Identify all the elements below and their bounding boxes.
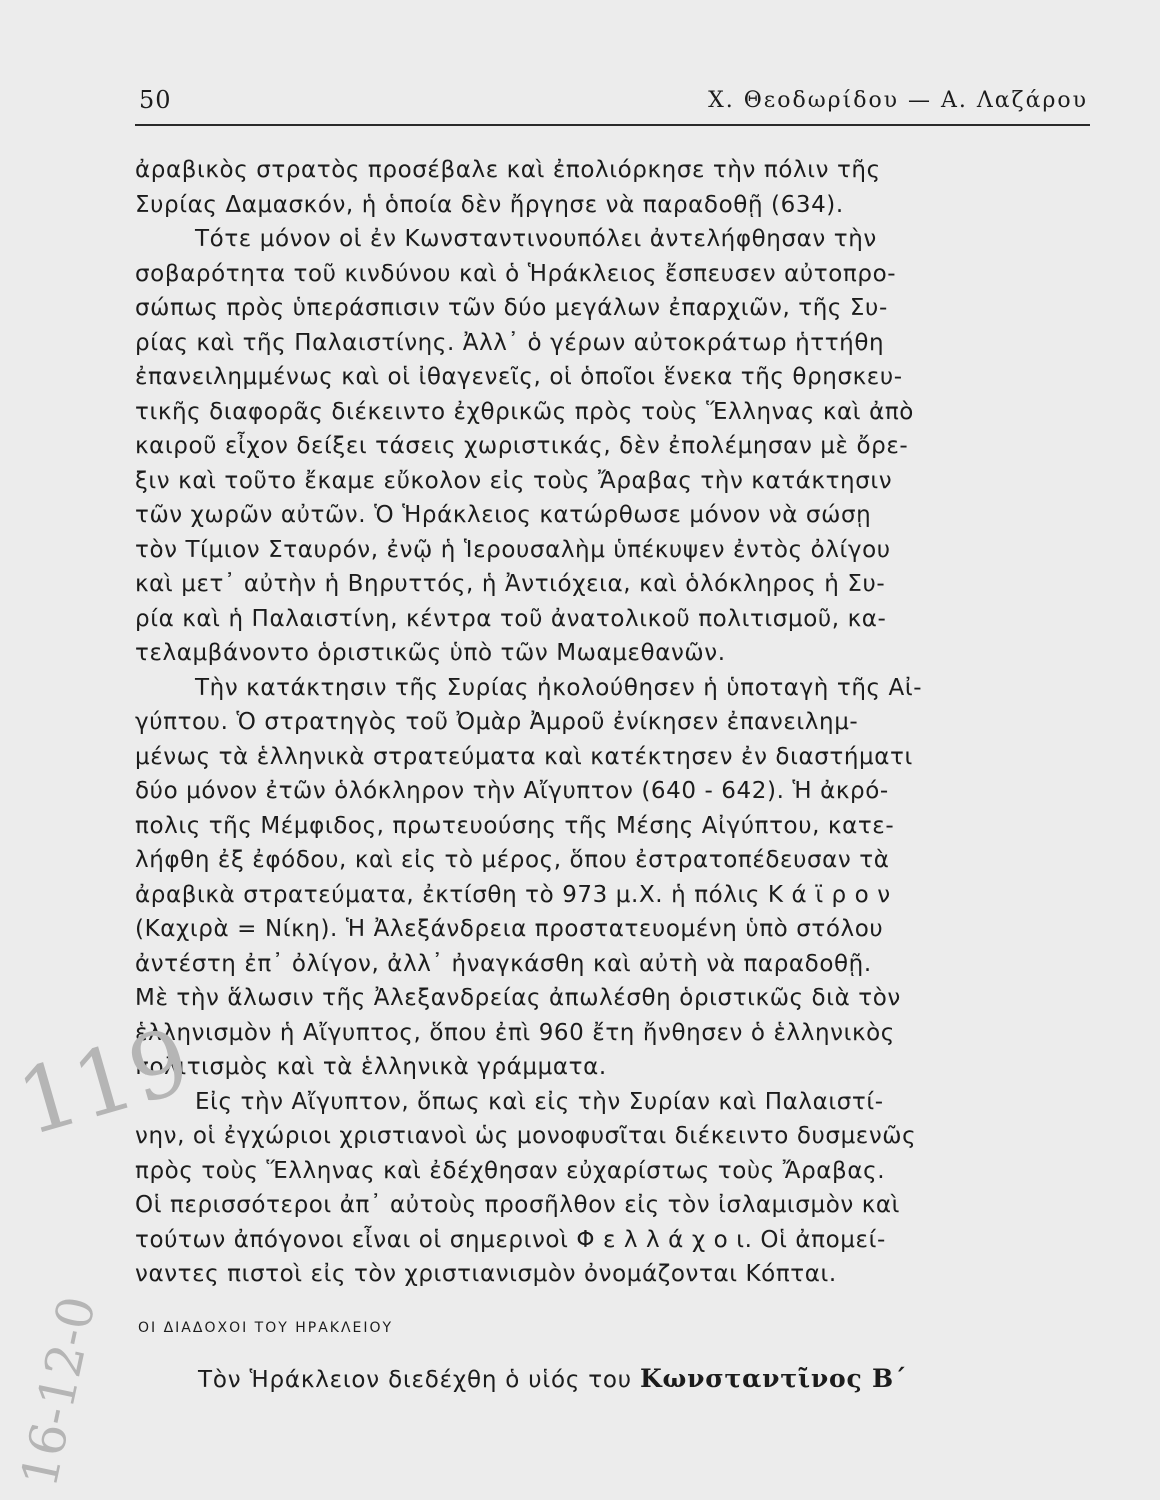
pencil-annotation-date: 16-12-0 xyxy=(10,1291,107,1493)
text-line: τῶν χωρῶν αὐτῶν. Ὁ Ἡράκλειος κατώρθωσε μόνον νὰ σώσῃ xyxy=(135,502,872,528)
text-line: λήφθη ἐξ ἐφόδου, καὶ εἰς τὸ μέρος, ὅπου ἐστρατοπέδευσαν τὰ xyxy=(135,847,890,873)
page-header xyxy=(135,82,1090,122)
pencil-annotation-number: 119 xyxy=(6,1008,201,1157)
text-line: ἀντέστη ἐπ᾽ ὀλίγον, ἀλλ᾽ ἠναγκάσθη καὶ αὐτὴ νὰ παραδοθῇ. xyxy=(135,950,872,977)
section-heading: ΟΙ ΔΙΑΔΟΧΟΙ ΤΟΥ ΗΡΑΚΛΕΙΟΥ xyxy=(138,1320,394,1336)
text-line: καὶ μετ᾽ αὐτὴν ἡ Βηρυττός, ἡ Ἀντιόχεια, καὶ ὁλόκληρος ἡ Συ- xyxy=(135,571,886,597)
section-line-text: Τὸν Ἡράκλειον διεδέχθη ὁ υἱός του xyxy=(198,1367,632,1393)
text-line: πολιτισμὸς καὶ τὰ ἑλληνικὰ γράμματα. xyxy=(135,1054,607,1080)
text-line: Τότε μόνον οἱ ἐν Κωνσταντινουπόλει ἀντελήφθησαν τὴν xyxy=(195,226,877,252)
text-line: Εἰς τὴν Αἴγυπτον, ὅπως καὶ εἰς τὴν Συρίαν καὶ Παλαιστί- xyxy=(195,1088,884,1115)
text-line: σώπως πρὸς ὑπεράσπισιν τῶν δύο μεγάλων ἐπαρχιῶν, τῆς Συ- xyxy=(135,295,888,321)
text-line: τικῆς διαφορᾶς διέκειντο ἐχθρικῶς πρὸς τοὺς Ἕλληνας καὶ ἀπὸ xyxy=(135,398,914,425)
text-line: ρία καὶ ἡ Παλαιστίνη, κέντρα τοῦ ἀνατολικοῦ πολιτισμοῦ, κα- xyxy=(135,605,887,632)
section-first-line xyxy=(198,1364,1090,1393)
text-line: Τὴν κατάκτησιν τῆς Συρίας ἠκολούθησεν ἡ ὑποταγὴ τῆς Αἰ- xyxy=(195,674,923,701)
text-line: νην, οἱ ἐγχώριοι χριστιανοὶ ὡς μονοφυσῖται διέκειντο δυσμενῶς xyxy=(135,1123,917,1149)
page-number: 50 xyxy=(139,86,172,114)
text-line: γύπτου. Ὁ στρατηγὸς τοῦ Ὀμὰρ Ἀμροῦ ἐνίκησεν ἐπανειλημ- xyxy=(135,709,859,735)
text-line: Συρίας Δαμασκόν, ἡ ὁποία δὲν ἤργησε νὰ παραδοθῇ (634). xyxy=(135,191,844,218)
text-line: ἀραβικὸς στρατὸς προσέβαλε καὶ ἐπολιόρκησε τὴν πόλιν τῆς xyxy=(135,157,881,183)
text-line: μένως τὰ ἑλληνικὰ στρατεύματα καὶ κατέκτησεν ἐν διαστήματι xyxy=(135,743,913,770)
text-line: ξιν καὶ τοῦτο ἔκαμε εὔκολον εἰς τοὺς Ἄραβας τὴν κατάκτησιν xyxy=(135,467,893,494)
running-head: Χ. Θεοδωρίδου — Α. Λαζάρου xyxy=(708,88,1088,113)
text-line: πρὸς τοὺς Ἕλληνας καὶ ἐδέχθησαν εὐχαρίστως τοὺς Ἄραβας. xyxy=(135,1157,886,1184)
body-text xyxy=(135,153,1090,1292)
text-line: δύο μόνον ἐτῶν ὁλόκληρον τὴν Αἴγυπτον (640 - 642). Ἡ ἀκρό- xyxy=(135,778,889,804)
text-line: ἐπανειλημμένως καὶ οἱ ἰθαγενεῖς, οἱ ὁποῖοι ἕνεκα τῆς θρησκευ- xyxy=(135,364,903,390)
text-line: ἑλληνισμὸν ἡ Αἴγυπτος, ὅπου ἐπὶ 960 ἔτη ἤνθησεν ὁ ἑλληνικὸς xyxy=(135,1019,895,1046)
emperor-name: Κωνσταντῖνος Β΄ xyxy=(640,1364,908,1393)
text-line: καιροῦ εἶχον δείξει τάσεις χωριστικάς, δὲν ἐπολέμησαν μὲ ὄρε- xyxy=(135,433,909,459)
text-line: ναντες πιστοὶ εἰς τὸν χριστιανισμὸν ὀνομάζονται Κόπται. xyxy=(135,1261,837,1287)
text-line: σοβαρότητα τοῦ κινδύνου καὶ ὁ Ἡράκλειος ἔσπευσεν αὐτοπρο- xyxy=(135,260,897,287)
text-line: (Καχιρὰ = Νίκη). Ἡ Ἀλεξάνδρεια προστατευομένη ὑπὸ στόλου xyxy=(135,916,884,942)
text-line: πολις τῆς Μέμφιδος, πρωτευούσης τῆς Μέσης Αἰγύπτου, κατε- xyxy=(135,812,895,839)
text-line: Μὲ τὴν ἅλωσιν τῆς Ἀλεξανδρείας ἀπωλέσθη ὁριστικῶς διὰ τὸν xyxy=(135,985,901,1011)
text-line: τελαμβάνοντο ὁριστικῶς ὑπὸ τῶν Μωαμεθανῶν. xyxy=(135,640,726,666)
text-line: ρίας καὶ τῆς Παλαιστίνης. Ἀλλ᾽ ὁ γέρων αὐτοκράτωρ ἡττήθη xyxy=(135,329,885,356)
text-line: ἀραβικὰ στρατεύματα, ἐκτίσθη τὸ 973 μ.Χ. ἡ πόλις Κ ά ϊ ρ ο ν xyxy=(135,881,891,908)
header-rule xyxy=(135,124,1090,126)
text-line: Οἱ περισσότεροι ἀπ᾽ αὐτοὺς προσῆλθον εἰς τὸν ἰσλαμισμὸν καὶ xyxy=(135,1192,901,1218)
text-line: τὸν Τίμιον Σταυρόν, ἐνῷ ἡ Ἱερουσαλὴμ ὑπέκυψεν ἐντὸς ὀλίγου xyxy=(135,536,891,563)
text-line: τούτων ἀπόγονοι εἶναι οἱ σημερινοὶ Φ ε λ λ ά χ ο ι. Οἱ ἀπομεί- xyxy=(135,1226,886,1253)
